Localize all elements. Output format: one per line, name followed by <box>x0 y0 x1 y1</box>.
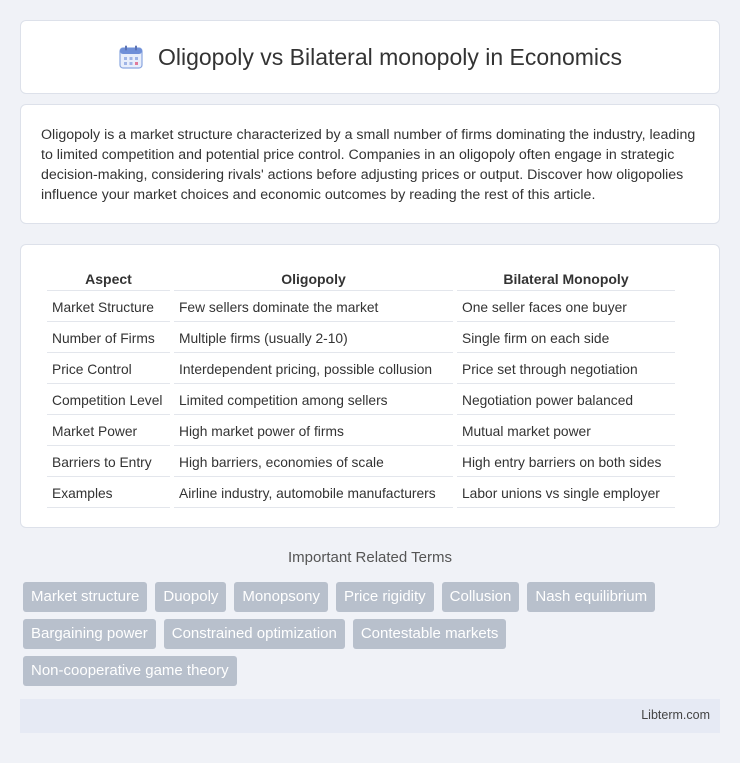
intro-card <box>20 104 720 224</box>
table-cell: Single firm on each side <box>457 322 675 353</box>
tag-price-rigidity[interactable]: Price rigidity <box>336 582 434 612</box>
comparison-table <box>43 265 679 508</box>
table-row <box>47 353 675 384</box>
table-cell: Market Structure <box>47 291 170 322</box>
table-cell: Barriers to Entry <box>47 446 170 477</box>
table-row <box>47 477 675 508</box>
tag-market-structure[interactable]: Market structure <box>23 582 147 612</box>
related-terms-title: Important Related Terms <box>288 549 452 566</box>
comparison-table-card <box>20 244 720 528</box>
table-cell: Negotiation power balanced <box>457 384 675 415</box>
tag-monopsony[interactable]: Monopsony <box>234 582 328 612</box>
tag-bargaining-power[interactable]: Bargaining power <box>23 619 156 649</box>
header-oligopoly: Oligopoly <box>174 265 453 291</box>
table-cell: One seller faces one buyer <box>457 291 675 322</box>
tag-collusion[interactable]: Collusion <box>442 582 520 612</box>
intro-text: Oligopoly is a market structure characterized by a small number of firms dominating the industry, leading to limited competition and potential price control. Companies in an oligopoly often engage in strategic decision-making, considering rivals' actions before adjusting prices or output. Discover how oligopolies influence your market choices and economic outcomes by reading the rest of this article. <box>41 127 696 203</box>
tag-non-cooperative-game-theory[interactable]: Non-cooperative game theory <box>23 656 237 686</box>
table-cell: Labor unions vs single employer <box>457 477 675 508</box>
table-cell: Number of Firms <box>47 322 170 353</box>
table-cell: Interdependent pricing, possible collusion <box>174 353 453 384</box>
table-row <box>47 291 675 322</box>
calendar-icon <box>118 44 144 70</box>
tag-contestable-markets[interactable]: Contestable markets <box>353 619 507 649</box>
related-tags <box>23 582 723 686</box>
title-wrap <box>118 44 622 71</box>
footer-brand-link[interactable]: Libterm.com <box>641 708 710 722</box>
table-cell: Multiple firms (usually 2-10) <box>174 322 453 353</box>
table-cell: High barriers, economies of scale <box>174 446 453 477</box>
table-cell: Few sellers dominate the market <box>174 291 453 322</box>
table-row <box>47 446 675 477</box>
tag-constrained-optimization[interactable]: Constrained optimization <box>164 619 345 649</box>
tag-nash-equilibrium[interactable]: Nash equilibrium <box>527 582 655 612</box>
header-aspect: Aspect <box>47 265 170 291</box>
header-card <box>20 20 720 94</box>
table-row <box>47 322 675 353</box>
table-cell: High entry barriers on both sides <box>457 446 675 477</box>
table-cell: High market power of firms <box>174 415 453 446</box>
table-cell: Examples <box>47 477 170 508</box>
table-row <box>47 415 675 446</box>
table-header-row <box>47 265 675 291</box>
table-cell: Price Control <box>47 353 170 384</box>
table-cell: Mutual market power <box>457 415 675 446</box>
table-cell: Price set through negotiation <box>457 353 675 384</box>
table-cell: Competition Level <box>47 384 170 415</box>
header-bilateral-monopoly: Bilateral Monopoly <box>457 265 675 291</box>
tag-duopoly[interactable]: Duopoly <box>155 582 226 612</box>
page-title: Oligopoly vs Bilateral monopoly in Economics <box>157 43 623 70</box>
table-cell: Limited competition among sellers <box>174 384 453 415</box>
table-cell: Market Power <box>47 415 170 446</box>
table-cell: Airline industry, automobile manufacturers <box>174 477 453 508</box>
table-row <box>47 384 675 415</box>
footer <box>20 699 720 733</box>
